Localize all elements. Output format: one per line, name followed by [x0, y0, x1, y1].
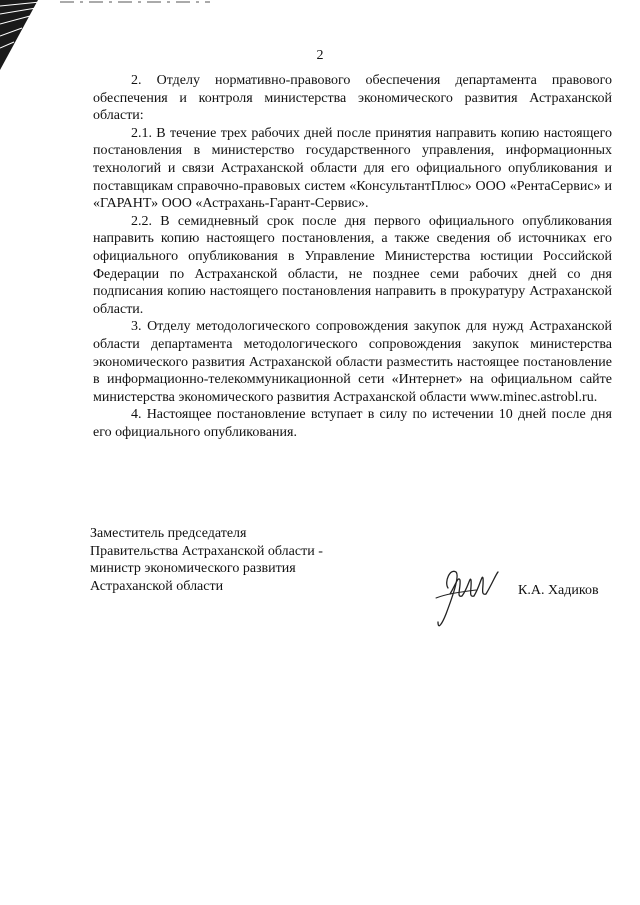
scan-edge-artifact	[0, 0, 60, 80]
signatory-title-line: Астраханской области	[90, 578, 224, 594]
page-number: 2	[316, 48, 324, 63]
signatory-title-line: Правительства Астраханской области -	[90, 543, 323, 559]
paragraph-2: 2. Отделу нормативно-правового обеспечения департамента правового обеспечения и контроля министерства экономического развития Астраханской области:	[93, 73, 612, 124]
paragraph-2-1: 2.1. В течение трех рабочих дней после принятия направить копию настоящего постановления в министерство государственного управления, информационных технологий и связи Астраханской области для его официального опубликования и поставщикам справочно-правовых систем «КонсультантПлюс» ООО «РентаСервис» и «ГАРАНТ» ООО «Астрахань-Гарант-Сервис».	[93, 125, 612, 212]
signatory-title-line: министр экономического развития	[90, 561, 296, 577]
handwritten-signature	[426, 558, 506, 630]
scan-top-artifact	[60, 0, 220, 8]
signatory-title-line: Заместитель председателя	[90, 526, 247, 541]
signatory-title	[90, 525, 323, 595]
paragraph-4: 4. Настоящее постановление вступает в силу по истечении 10 дней после дня его официального опубликования.	[93, 407, 612, 440]
paragraph-3: 3. Отделу методологического сопровождения закупок для нужд Астраханской области департамента методологического сопровождения закупок министерства экономического развития Астраханской области разместить настоящее постановление в информационно-телекоммуникационной сети «Интернет» на официальном сайте министерства экономического развития Астраханской области www.minec.astrobl.ru.	[93, 319, 612, 405]
signatory-name: К.А. Хадиков	[518, 583, 599, 598]
paragraph-2-2: 2.2. В семидневный срок после дня первого официального опубликования направить копию настоящего постановления, а также сведения об источниках его официального опубликования в Управление Министерства юстиции Российской Федерации по Астраханской области, не позднее семи рабочих дней со дня подписания копию настоящего постановления направить в прокуратуру Астраханской области.	[93, 213, 612, 317]
document-body	[93, 72, 612, 441]
